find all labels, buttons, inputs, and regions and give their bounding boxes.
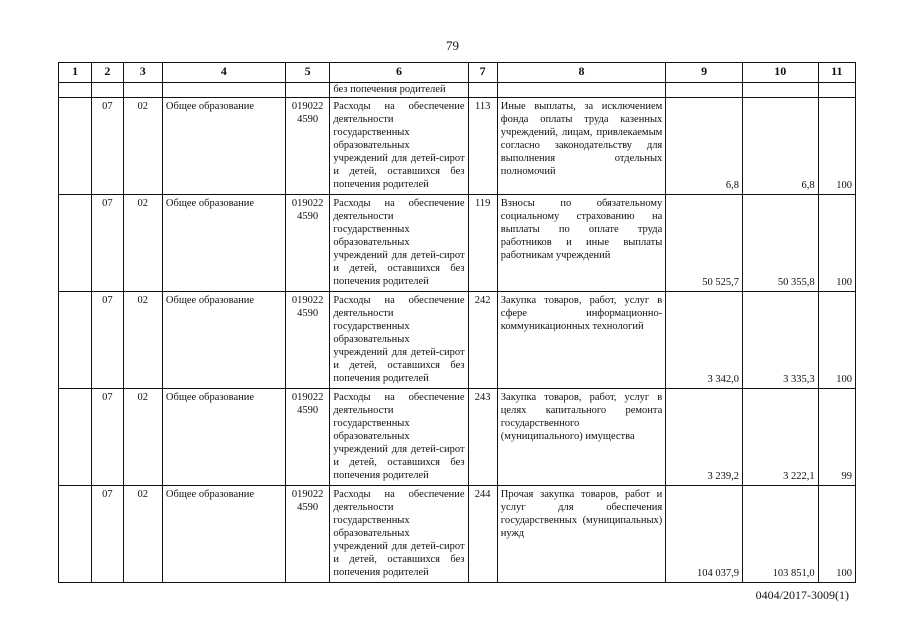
section-code: 07: [92, 98, 123, 195]
document-code: 0404/2017-3009(1): [755, 588, 849, 602]
expense-type-name: Иные выплаты, за исключением фонда оплаты труда казенных учреждений, лицам, привлекаемым согласно законодательству для выполнения отдельных полномочий: [497, 98, 665, 195]
header-cell-6: 6: [330, 63, 468, 83]
continuation-text: без попечения родителей: [330, 83, 468, 98]
planned-amount: 3 342,0: [666, 292, 743, 389]
subsection-code: 02: [123, 486, 162, 583]
target-article-code: 019022 4590: [285, 98, 329, 195]
execution-percent: 100: [818, 98, 855, 195]
header-cell-9: 9: [666, 63, 743, 83]
table-cell: [666, 83, 743, 98]
planned-amount: 6,8: [666, 98, 743, 195]
header-cell-1: 1: [59, 63, 92, 83]
table-cell: [59, 195, 92, 292]
header-cell-10: 10: [742, 63, 818, 83]
executed-amount: 50 355,8: [742, 195, 818, 292]
section-code: 07: [92, 389, 123, 486]
table-row: [59, 292, 856, 389]
expense-type-code: 113: [468, 98, 497, 195]
table-cell: [59, 98, 92, 195]
target-article-name: Расходы на обеспечение деятельности государственных образовательных учреждений для детей-сирот и детей, оставшихся без попечения родителей: [330, 292, 468, 389]
table-cell: [285, 83, 329, 98]
target-article-code: 019022 4590: [285, 389, 329, 486]
table-cell: [59, 486, 92, 583]
subsection-code: 02: [123, 195, 162, 292]
table-cell: [59, 292, 92, 389]
table-cell: [742, 83, 818, 98]
planned-amount: 50 525,7: [666, 195, 743, 292]
expense-type-name: Закупка товаров, работ, услуг в сфере информационно-коммуникационных технологий: [497, 292, 665, 389]
section-name: Общее образование: [162, 486, 285, 583]
subsection-code: 02: [123, 389, 162, 486]
section-code: 07: [92, 292, 123, 389]
table-cell: [468, 83, 497, 98]
executed-amount: 6,8: [742, 98, 818, 195]
header-cell-7: 7: [468, 63, 497, 83]
header-cell-5: 5: [285, 63, 329, 83]
expense-type-code: 244: [468, 486, 497, 583]
section-name: Общее образование: [162, 389, 285, 486]
header-row: [59, 63, 856, 83]
executed-amount: 3 222,1: [742, 389, 818, 486]
table-cell: [818, 83, 855, 98]
target-article-name: Расходы на обеспечение деятельности государственных образовательных учреждений для детей-сирот и детей, оставшихся без попечения родителей: [330, 486, 468, 583]
subsection-code: 02: [123, 98, 162, 195]
table-row: [59, 486, 856, 583]
header-cell-11: 11: [818, 63, 855, 83]
table-cell: [497, 83, 665, 98]
section-code: 07: [92, 486, 123, 583]
execution-percent: 100: [818, 292, 855, 389]
target-article-code: 019022 4590: [285, 292, 329, 389]
section-name: Общее образование: [162, 195, 285, 292]
planned-amount: 104 037,9: [666, 486, 743, 583]
executed-amount: 3 335,3: [742, 292, 818, 389]
table-row: [59, 389, 856, 486]
table-cell: [59, 83, 92, 98]
expense-type-name: Закупка товаров, работ, услуг в целях капитального ремонта государственного (муниципального) имущества: [497, 389, 665, 486]
table-cell: [162, 83, 285, 98]
budget-table: [58, 62, 856, 583]
page-number: 79: [446, 38, 459, 53]
executed-amount: 103 851,0: [742, 486, 818, 583]
target-article-name: Расходы на обеспечение деятельности государственных образовательных учреждений для детей-сирот и детей, оставшихся без попечения родителей: [330, 98, 468, 195]
expense-type-name: Прочая закупка товаров, работ и услуг для обеспечения государственных (муниципальных) нужд: [497, 486, 665, 583]
expense-type-name: Взносы по обязательному социальному страхованию на выплаты по оплате труда работников и иные выплаты работникам учреждений: [497, 195, 665, 292]
header-cell-3: 3: [123, 63, 162, 83]
section-name: Общее образование: [162, 98, 285, 195]
header-cell-8: 8: [497, 63, 665, 83]
target-article-code: 019022 4590: [285, 486, 329, 583]
table-row: [59, 98, 856, 195]
execution-percent: 100: [818, 195, 855, 292]
section-code: 07: [92, 195, 123, 292]
header-cell-2: 2: [92, 63, 123, 83]
table-cell: [123, 83, 162, 98]
continuation-row: [59, 83, 856, 98]
execution-percent: 99: [818, 389, 855, 486]
table-row: [59, 195, 856, 292]
planned-amount: 3 239,2: [666, 389, 743, 486]
subsection-code: 02: [123, 292, 162, 389]
header-cell-4: 4: [162, 63, 285, 83]
expense-type-code: 119: [468, 195, 497, 292]
expense-type-code: 243: [468, 389, 497, 486]
section-name: Общее образование: [162, 292, 285, 389]
target-article-code: 019022 4590: [285, 195, 329, 292]
target-article-name: Расходы на обеспечение деятельности государственных образовательных учреждений для детей-сирот и детей, оставшихся без попечения родителей: [330, 195, 468, 292]
table-cell: [92, 83, 123, 98]
target-article-name: Расходы на обеспечение деятельности государственных образовательных учреждений для детей-сирот и детей, оставшихся без попечения родителей: [330, 389, 468, 486]
table-cell: [59, 389, 92, 486]
execution-percent: 100: [818, 486, 855, 583]
expense-type-code: 242: [468, 292, 497, 389]
